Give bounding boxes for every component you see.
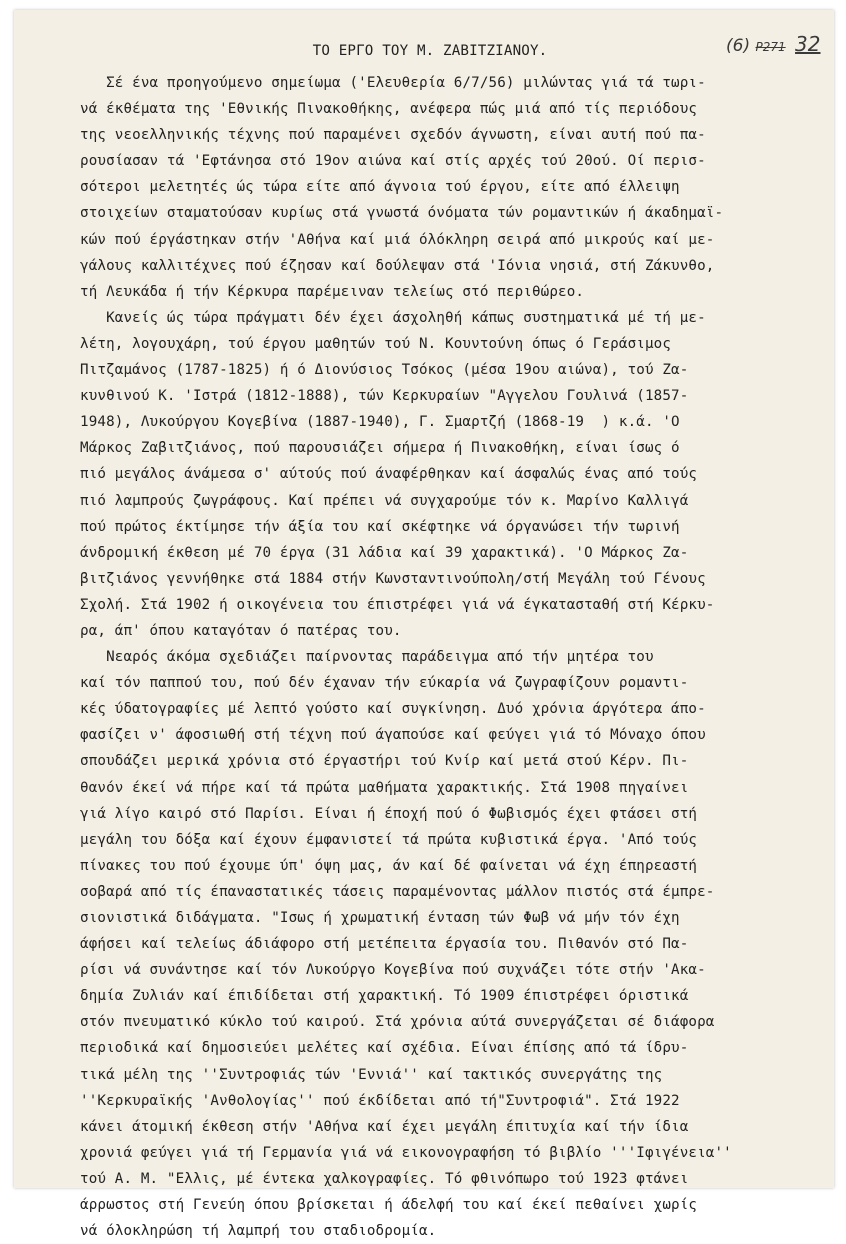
paragraph bbox=[80, 305, 780, 644]
text-line: πίνακες του πού έχουμε ύπ' όψη μας, άν καί δέ φαίνεται νά έχη έπηρεαστή bbox=[80, 857, 698, 874]
text-line: 1948), Λυκούργου Κογεβίνα (1887-1940), Γ. Σμαρτζή (1868-19 ) κ.ά. 'Ο bbox=[80, 414, 680, 431]
text-line: ρα, άπ' όπου καταγόταν ό πατέρας του. bbox=[80, 622, 402, 639]
text-line: θανόν έκεί νά πήρε καί τά πρώτα μαθήματα χαρακτικής. Στά 1908 πηγαίνει bbox=[80, 779, 689, 796]
text-line: περιοδικά καί δημοσιεύει μελέτες καί σχέδια. Είναι έπίσης από τά ίδρυ- bbox=[80, 1040, 689, 1057]
text-line: κές ύδατογραφίες μέ λεπτό γούστο καί συγκίνηση. Δυό χρόνια άργότερα άπο- bbox=[80, 701, 706, 718]
text-line: κυνθινού Κ. 'Ιστρά (1812-1888), τών Κερκυραίων "Αγγελου Γουλινά (1857- bbox=[80, 388, 689, 405]
text-line: Πιτζαμάνος (1787-1825) ή ό Διονύσιος Τσόκος (μέσα 19ου αιώνα), τού Ζα- bbox=[80, 362, 689, 379]
paragraphs-container bbox=[80, 70, 780, 1244]
text-line: στοιχείων σταματούσαν κυρίως στά γνωστά όνόματα τών ρομαντικών ή άκαδημαϊ- bbox=[80, 205, 724, 222]
text-line: σπουδάζει μερικά χρόνια στό έργαστήρι τού Κνίρ καί μετά στού Κέρν. Πι- bbox=[80, 753, 689, 770]
text-line: ''Κερκυραϊκής 'Ανθολογίας'' πού έκδίδεται από τή"Συντροφιά". Στά 1922 bbox=[80, 1092, 680, 1109]
text-line: φασίζει ν' άφοσιωθή στή τέχνη πού άγαπούσε καί φεύγει γιά τό Μόναχο όπου bbox=[80, 727, 706, 744]
text-line: κών πού έργάστηκαν στήν 'Αθήνα καί μιά όλόκληρη σειρά από μικρούς καί με- bbox=[80, 231, 715, 248]
text-line: γάλους καλλιτέχνες πού έζησαν καί δούλεψαν στά 'Ιόνια νησιά, στή Ζάκυνθο, bbox=[80, 257, 715, 274]
text-line: βιτζιάνος γεννήθηκε στά 1884 στήν Κωνσταντινούπολη/στή Μεγάλη τού Γένους bbox=[80, 570, 706, 587]
text-line: λέτη, λογουχάρη, τού έργου μαθητών τού Ν. Κουντούνη όπως ό Γεράσιμος bbox=[80, 335, 672, 352]
reference-code: P271 bbox=[755, 40, 786, 54]
text-line: σοβαρά από τίς έπαναστατικές τάσεις παραμένοντας μάλλον πιστός στά έμπρε- bbox=[80, 883, 715, 900]
text-line: Νεαρός άκόμα σχεδιάζει παίρνοντας παράδειγμα από τήν μητέρα του bbox=[80, 649, 654, 666]
text-line: μεγάλη του δόξα καί έχουν έμφανιστεί τά πρώτα κυβιστικά έργα. 'Από τούς bbox=[80, 831, 698, 848]
text-line: τή Λευκάδα ή τήν Κέρκυρα παρέμειναν τελείως στό περιθώρεο. bbox=[80, 283, 585, 300]
text-line: της νεοελληνικής τέχνης πού παραμένει σχεδόν άγνωστη, είναι αυτή πού πα- bbox=[80, 127, 706, 144]
text-line: κάνει άτομική έκθεση στήν 'Αθήνα καί έχει μεγάλη έπιτυχία καί τήν ίδια bbox=[80, 1118, 689, 1135]
text-line: Κανείς ώς τώρα πράγματι δέν έχει άσχοληθή κάπως συστηματικά μέ τή με- bbox=[80, 309, 706, 326]
text-line: καί τόν παππού του, πού δέν έχαναν τήν εύκαρία νά ζωγραφίζουν ρομαντι- bbox=[80, 675, 689, 692]
text-line: σότεροι μελετητές ώς τώρα είτε από άγνοια τού έργου, είτε από έλλειψη bbox=[80, 179, 680, 196]
text-line: Μάρκος Ζαβιτζιάνος, πού παρουσιάζει σήμερα ή Πινακοθήκη, είναι ίσως ό bbox=[80, 440, 680, 457]
paragraph bbox=[80, 70, 780, 305]
text-line: στόν πνευματικό κύκλο τού καιρού. Στά χρόνια αύτά συνεργάζεται σέ διάφορα bbox=[80, 1014, 715, 1031]
text-line: σιονιστικά διδάγματα. "Ισως ή χρωματική ένταση τών Φωβ νά μήν τόν έχη bbox=[80, 910, 680, 926]
text-line: ρουσίασαν τά 'Εφτάνησα στό 19ον αιώνα καί στίς αρχές τού 20ού. Οί περισ- bbox=[80, 153, 706, 170]
typed-text-body bbox=[80, 38, 780, 1244]
text-line: Σέ ένα προηγούμενο σημείωμα ('Ελευθερία 6/7/56) μιλώντας γιά τά τωρι- bbox=[80, 75, 706, 91]
text-line: χρονιά φεύγει γιά τή Γερμανία γιά νά εικονογραφήση τό βιβλίο '''Ιφιγένεια'' bbox=[80, 1144, 732, 1161]
paragraph bbox=[80, 644, 780, 1244]
text-line: δημία Ζυλιάν καί έπιδίδεται στή χαρακτική. Τό 1909 έπιστρέφει όριστικά bbox=[80, 988, 689, 1005]
text-line: τού Α. Μ. "Ελλις, μέ έντεκα χαλκογραφίες. Τό φθινόπωρο τού 1923 φτάνει bbox=[80, 1170, 689, 1187]
text-line: πιό μεγάλος άνάμεσα σ' αύτούς πού άναφέρθηκαν καί άσφαλώς ένας από τούς bbox=[80, 466, 698, 483]
text-line: άφήσει καί τελείως άδιάφορο στή μετέπειτα έργασία του. Πιθανόν στό Πα- bbox=[80, 936, 689, 953]
text-line: πιό λαμπρούς ζωγράφους. Καί πρέπει νά συγχαρούμε τόν κ. Μαρίνο Καλλιγά bbox=[80, 492, 689, 509]
text-line: Σχολή. Στά 1902 ή οικογένεια του έπιστρέφει γιά νά έγκατασταθή στή Κέρκυ- bbox=[80, 596, 715, 613]
text-line: άρρωστος στή Γενεύη όπου βρίσκεται ή άδελφή του καί έκεί πεθαίνει χωρίς bbox=[80, 1197, 698, 1214]
text-line: νά έκθέματα της 'Εθνικής Πινακοθήκης, ανέφερα πώς μιά από τίς περιόδους bbox=[80, 101, 698, 118]
reference-number: (6) bbox=[726, 36, 751, 56]
text-line: τικά μέλη της ''Συντροφιάς τών 'Εννιά'' καί τακτικός συνεργάτης της bbox=[80, 1066, 663, 1083]
document-title: ΤΟ ΕΡΓΟ ΤΟΥ Μ. ΖΑΒΙΤΖΙΑΝΟΥ. bbox=[312, 43, 548, 59]
text-line: ρίσι νά συνάντησε καί τόν Λυκούργο Κογεβίνα πού συχνάζει τότε στήν 'Ακα- bbox=[80, 962, 706, 979]
text-line: νά όλοκληρώση τή λαμπρή του σταδιοδρομία. bbox=[80, 1223, 437, 1240]
text-line: γιά λίγο καιρό στό Παρίσι. Είναι ή έποχή πού ό Φωβισμός έχει φτάσει στή bbox=[80, 805, 698, 822]
text-line: άνδρομική έκθεση μέ 70 έργα (31 λάδια καί 39 χαρακτικά). 'Ο Μάρκος Ζα- bbox=[80, 544, 689, 561]
page-number: 32 bbox=[795, 32, 821, 56]
text-line: πού πρώτος έκτίμησε τήν άξία του καί σκέφτηκε νά όργανώσει τήν τωρινή bbox=[80, 518, 680, 535]
